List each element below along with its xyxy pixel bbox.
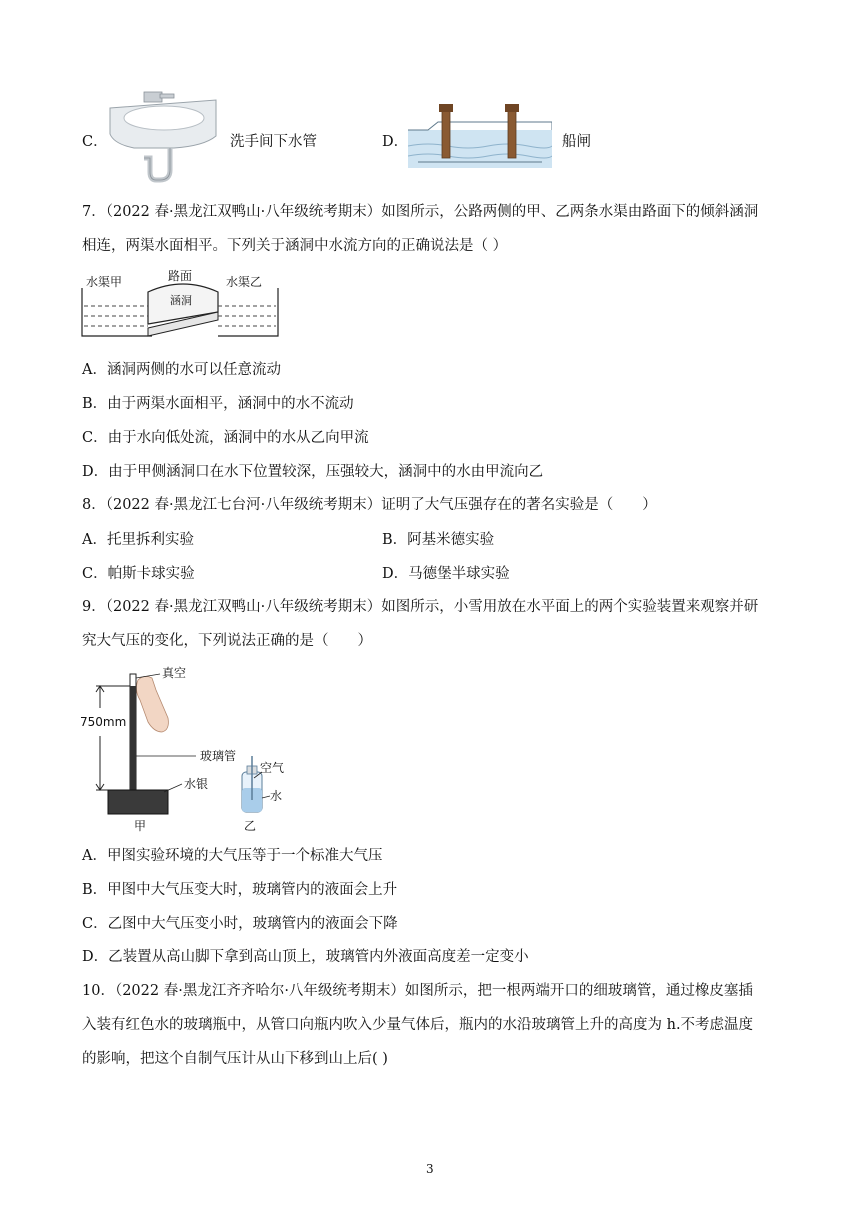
- q7-stem-line1: 7．（2022 春·黑龙江双鸭山·八年级统考期末）如图所示，公路两侧的甲、乙两条水渠由路面下的倾斜涵洞: [82, 204, 759, 220]
- label-yi: 乙: [244, 819, 257, 832]
- label-vacuum: 真空: [162, 666, 187, 680]
- label-water: 水: [270, 789, 283, 803]
- q9-stem-line2: 究大气压的变化，下列说法正确的是（ ）: [82, 633, 372, 649]
- label-channel-jia: 水渠甲: [86, 275, 123, 289]
- q9-stem-line1: 9．（2022 春·黑龙江双鸭山·八年级统考期末）如图所示，小雪用放在水平面上的两个实验装置来观察并研: [82, 599, 759, 615]
- label-culvert: 涵洞: [170, 294, 192, 307]
- label-jia: 甲: [134, 819, 147, 832]
- q10-stem-line2: 入装有红色水的玻璃瓶中，从管口向瓶内吹入少量气体后，瓶内的水沿玻璃管上升的高度为 h.不考虑温度: [82, 1017, 754, 1033]
- q8-option-c: C．帕斯卡球实验: [82, 566, 195, 582]
- option-d-label: D．: [382, 134, 409, 150]
- q10-stem-line1: 10．（2022 春·黑龙江齐齐哈尔·八年级统考期末）如图所示，把一根两端开口的细玻璃管，通过橡皮塞插: [82, 983, 753, 999]
- q9-option-d: D．乙装置从高山脚下拿到高山顶上，玻璃管内外液面高度差一定变小: [82, 949, 529, 965]
- q8-option-b: B．阿基米德实验: [382, 532, 495, 548]
- barometer-figure: [78, 660, 308, 832]
- q7-stem-line2: 相连，两渠水面相平。下列关于涵洞中水流方向的正确说法是（ ）: [82, 238, 508, 254]
- ship-lock-figure: [408, 100, 552, 168]
- label-channel-yi: 水渠乙: [226, 275, 263, 289]
- q7-option-d: D．由于甲侧涵洞口在水下位置较深，压强较大，涵洞中的水由甲流向乙: [82, 464, 544, 480]
- q9-option-c: C．乙图中大气压变小时，玻璃管内的液面会下降: [82, 916, 398, 932]
- option-c-label: C．: [82, 134, 108, 150]
- label-mercury: 水银: [184, 777, 209, 791]
- q9-option-a: A．甲图实验环境的大气压等于一个标准大气压: [82, 848, 383, 864]
- label-glass-tube: 玻璃管: [200, 749, 237, 763]
- q10-stem-line3: 的影响，把这个自制气压计从山下移到山上后( ): [82, 1051, 388, 1067]
- q7-option-a: A．涵洞两侧的水可以任意流动: [82, 362, 281, 378]
- sink-drain-figure: [104, 86, 224, 190]
- option-c-caption: 洗手间下水管: [230, 134, 317, 150]
- q9-option-b: B．甲图中大气压变大时，玻璃管内的液面会上升: [82, 882, 398, 898]
- label-air: 空气: [260, 761, 285, 775]
- option-d-caption: 船闸: [562, 134, 591, 150]
- q7-option-b: B．由于两渠水面相平，涵洞中的水不流动: [82, 396, 354, 412]
- q8-option-d: D．马德堡半球实验: [382, 566, 510, 582]
- label-750mm: 750mm: [80, 715, 127, 729]
- culvert-figure: [78, 266, 288, 342]
- page-number: 3: [426, 1162, 434, 1176]
- q8-stem: 8．（2022 春·黑龙江七台河·八年级统考期末）证明了大气压强存在的著名实验是（ ）: [82, 497, 657, 513]
- label-road: 路面: [168, 269, 193, 283]
- q7-option-c: C．由于水向低处流，涵洞中的水从乙向甲流: [82, 430, 369, 446]
- q8-option-a: A．托里拆利实验: [82, 532, 194, 548]
